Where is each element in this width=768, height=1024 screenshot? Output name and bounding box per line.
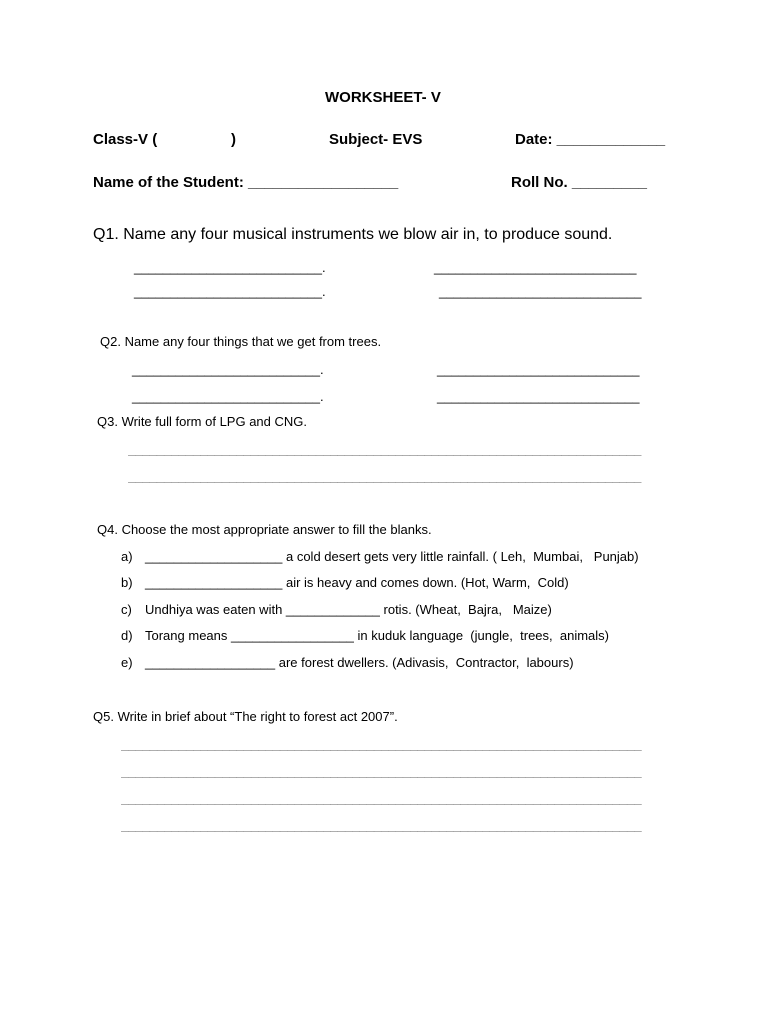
q5-answer-line-3: ________________________________________________________________________: [121, 792, 642, 805]
q3-answer-line-2: _______________________________________________________________________: [128, 470, 642, 483]
q3-answer-line-1: _______________________________________________________________________: [128, 443, 642, 456]
q4-item-letter: d): [121, 628, 133, 643]
class-close-paren: ): [231, 131, 236, 148]
q4-item-letter: c): [121, 602, 132, 617]
q4-item-text: __________________ are forest dwellers. (Adivasis, Contractor, labours): [145, 655, 574, 670]
q1-question: Q1. Name any four musical instruments we blow air in, to produce sound.: [93, 226, 613, 243]
roll-no-field: Roll No. _________: [511, 174, 647, 191]
q3-question: Q3. Write full form of LPG and CNG.: [97, 414, 307, 429]
q4-item-text: Undhiya was eaten with _____________ rotis. (Wheat, Bajra, Maize): [145, 602, 552, 617]
q5-answer-line-2: ________________________________________________________________________: [121, 765, 642, 778]
q5-answer-line-4: ________________________________________________________________________: [121, 819, 642, 832]
q2-blank-2: ____________________________: [437, 362, 640, 377]
student-name-field: Name of the Student: __________________: [93, 174, 399, 191]
q1-blank-3: __________________________.: [134, 284, 326, 299]
q4-item-letter: a): [121, 549, 133, 564]
subject-label: Subject- EVS: [329, 131, 423, 148]
q4-item-text: Torang means _________________ in kuduk language (jungle, trees, animals): [145, 628, 609, 643]
q2-blank-1: __________________________.: [132, 362, 324, 377]
date-field: Date: _____________: [515, 131, 666, 148]
q1-blank-1: __________________________.: [134, 260, 326, 275]
q5-answer-line-1: ________________________________________________________________________: [121, 738, 642, 751]
q4-item-letter: b): [121, 575, 133, 590]
q2-blank-3: __________________________.: [132, 389, 324, 404]
q4-item-text: ___________________ a cold desert gets very little rainfall. ( Leh, Mumbai, Punjab): [145, 549, 639, 564]
q2-blank-4: ____________________________: [437, 389, 640, 404]
q4-item-text: ___________________ air is heavy and comes down. (Hot, Warm, Cold): [145, 575, 569, 590]
q4-question: Q4. Choose the most appropriate answer to fill the blanks.: [97, 522, 432, 537]
q5-question: Q5. Write in brief about “The right to forest act 2007”.: [93, 709, 398, 724]
q4-item-letter: e): [121, 655, 133, 670]
q2-question: Q2. Name any four things that we get from trees.: [100, 334, 382, 349]
class-label: Class-V (: [93, 131, 158, 148]
worksheet-title: WORKSHEET- V: [325, 89, 441, 106]
q1-blank-4: ____________________________: [439, 284, 642, 299]
q1-blank-2: ____________________________: [434, 260, 637, 275]
